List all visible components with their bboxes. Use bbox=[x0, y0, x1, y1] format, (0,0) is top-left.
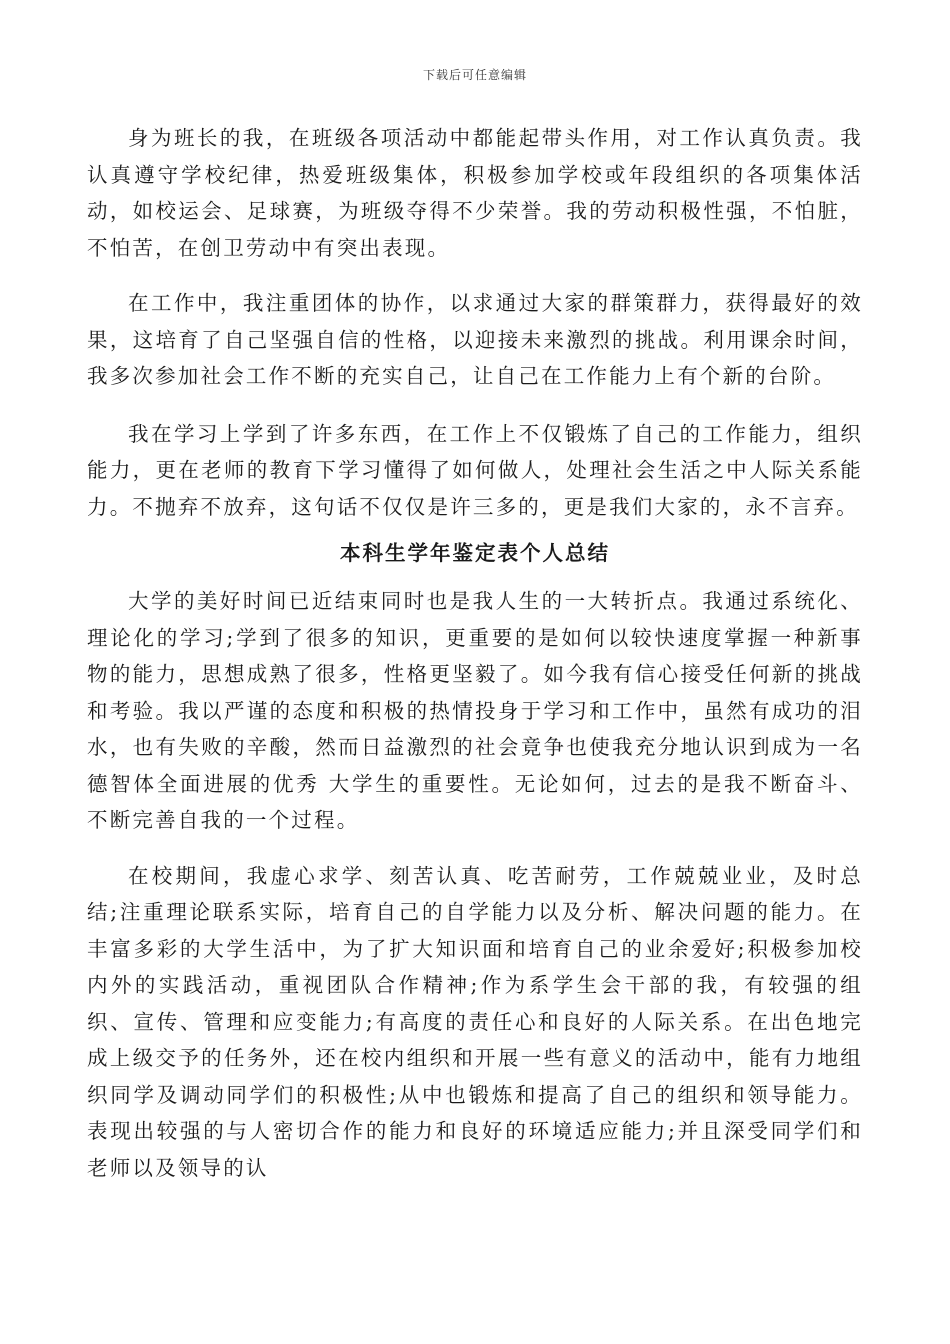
paragraph-class-monitor: 身为班长的我，在班级各项活动中都能起带头作用，对工作认真负责。我认真遵守学校纪律，热爱班级集体，积极参加学校或年段组织的各项集体活动，如校运会、足球赛，为班级夺得不少荣誉。我的劳动积极性强，不怕脏，不怕苦，在创卫劳动中有突出表现。 bbox=[87, 126, 863, 260]
paragraph-learning: 我在学习上学到了许多东西，在工作上不仅锻炼了自己的工作能力，组织能力，更在老师的教育下学习懂得了如何做人，处理社会生活之中人际关系能力。不抛弃不放弃，这句话不仅仅是许三多的，更是我们大家的，永不言弃。 bbox=[87, 421, 863, 519]
header-note: 下载后可任意编辑 bbox=[422, 68, 527, 82]
paragraph-teamwork: 在工作中，我注重团体的协作，以求通过大家的群策群力，获得最好的效果，这培育了自己坚强自信的性格，以迎接未来激烈的挑战。利用课余时间，我多次参加社会工作不断的充实自己，让自己在工作能力上有个新的台阶。 bbox=[87, 291, 863, 388]
section-title: 本科生学年鉴定表个人总结 bbox=[340, 541, 610, 565]
paragraph-university-summary: 大学的美好时间已近结束同时也是我人生的一大转折点。我通过系统化、理论化的学习;学到了很多的知识，更重要的是如何以较快速度掌握一种新事物的能力，思想成熟了很多，性格更坚毅了。如今我有信心接受任何新的挑战和考验。我以严谨的态度和积极的热情投身于学习和工作中，虽然有成功的泪水，也有失败的辛酸，然而日益激烈的社会竟争也使我充分地认识到成为一名德智体全面进展的优秀 大学生的重要性。无论如何，过去的是我不断奋斗、不断完善自我的一个过程。 bbox=[87, 589, 863, 832]
document-body bbox=[87, 120, 863, 1186]
paragraph-campus-activities: 在校期间，我虚心求学、刻苦认真、吃苦耐劳，工作兢兢业业，及时总结;注重理论联系实际，培育自己的自学能力以及分析、解决问题的能力。在丰富多彩的大学生活中，为了扩大知识面和培育自己的业余爱好;积极参加校内外的实践活动，重视团队合作精神;作为系学生会干部的我，有较强的组织、宣传、管理和应变能力;有高度的责任心和良好的人际关系。在出色地完成上级交予的任务外，还在校内组织和开展一些有意义的活动中，能有力地组织同学及调动同学们的积极性;从中也锻炼和提高了自己的组织和领导能力。表现出较强的与人密切合作的能力和良好的环境适应能力;并且深受同学们和老师以及领导的认 bbox=[87, 863, 863, 1180]
